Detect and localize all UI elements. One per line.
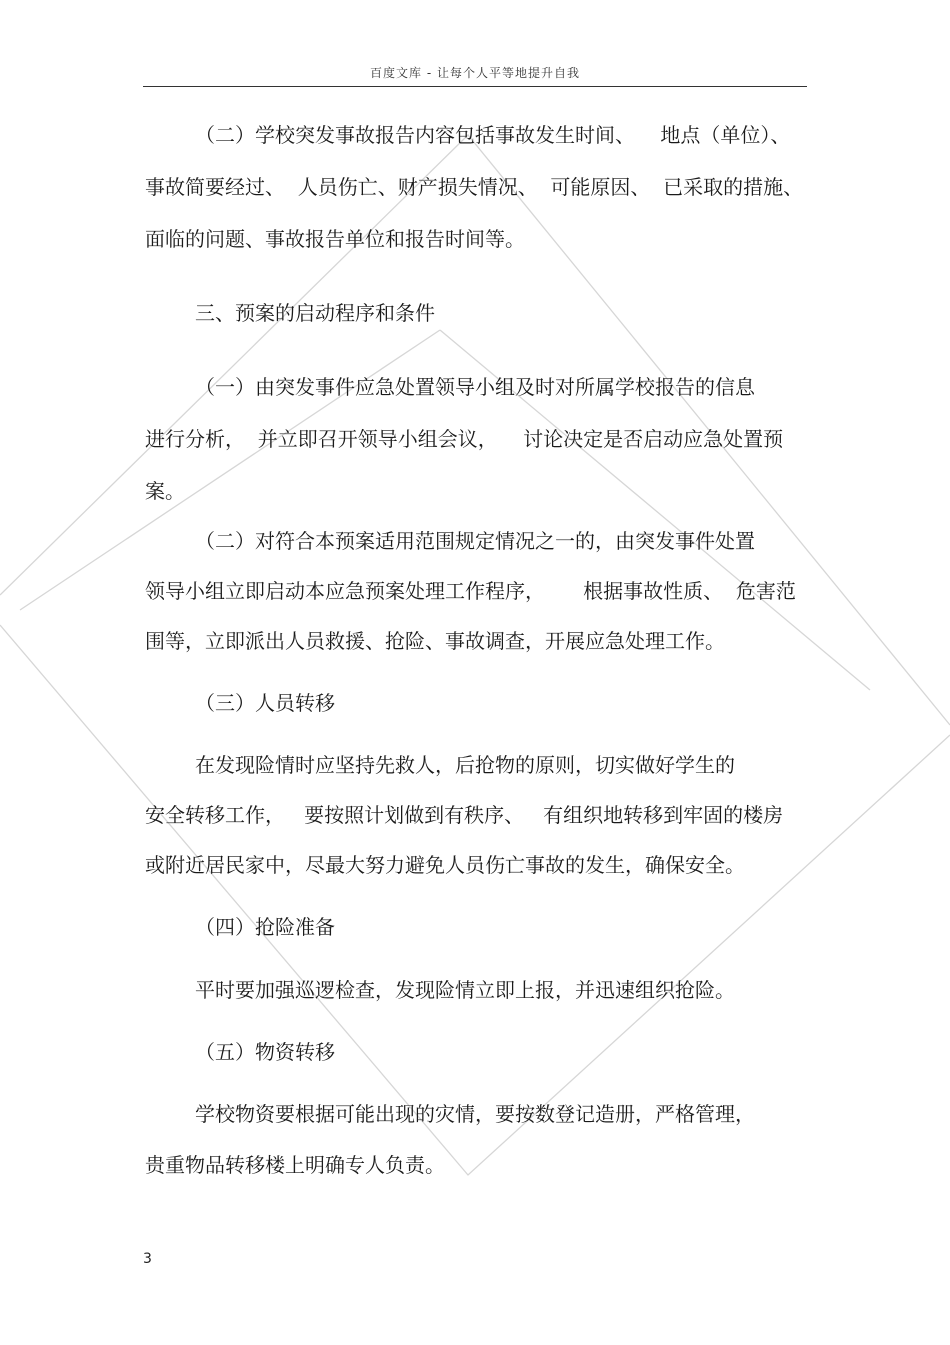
subsection-heading: （四）抢险准备: [195, 915, 335, 939]
subsection-heading: （五）物资转移: [195, 1040, 335, 1064]
body-line: （二）学校突发事故报告内容包括事故发生时间、 地点（单位）、: [195, 123, 791, 147]
body-line: 事故简要经过、 人员伤亡、财产损失情况、 可能原因、 已采取的措施、: [145, 175, 804, 199]
body-line: 进行分析， 并立即召开领导小组会议， 讨论决定是否启动应急处置预: [145, 427, 784, 451]
body-line: 围等，立即派出人员救援、抢险、事故调查，开展应急处理工作。: [145, 629, 725, 653]
body-line: 在发现险情时应坚持先救人，后抢物的原则，切实做好学生的: [195, 753, 735, 777]
section-heading: 三、预案的启动程序和条件: [195, 301, 435, 325]
header-divider: [143, 86, 807, 87]
body-line: 贵重物品转移楼上明确专人负责。: [145, 1153, 445, 1177]
page-header: 百度文库 - 让每个人平等地提升自我: [370, 66, 580, 80]
body-line: 学校物资要根据可能出现的灾情，要按数登记造册，严格管理，: [195, 1102, 755, 1126]
body-line: （二）对符合本预案适用范围规定情况之一的，由突发事件处置: [195, 529, 755, 553]
body-line: （一）由突发事件应急处置领导小组及时对所属学校报告的信息: [195, 375, 755, 399]
body-line: 或附近居民家中，尽最大努力避免人员伤亡事故的发生，确保安全。: [145, 853, 745, 877]
body-line: 领导小组立即启动本应急预案处理工作程序， 根据事故性质、 危害范: [145, 579, 796, 603]
body-line: 安全转移工作， 要按照计划做到有秩序、 有组织地转移到牢固的楼房: [145, 803, 784, 827]
body-line: 案。: [145, 479, 185, 503]
body-line: 面临的问题、事故报告单位和报告时间等。: [145, 227, 525, 251]
body-line: 平时要加强巡逻检查，发现险情立即上报，并迅速组织抢险。: [195, 978, 735, 1002]
page-number: 3: [143, 1251, 152, 1267]
subsection-heading: （三）人员转移: [195, 691, 335, 715]
